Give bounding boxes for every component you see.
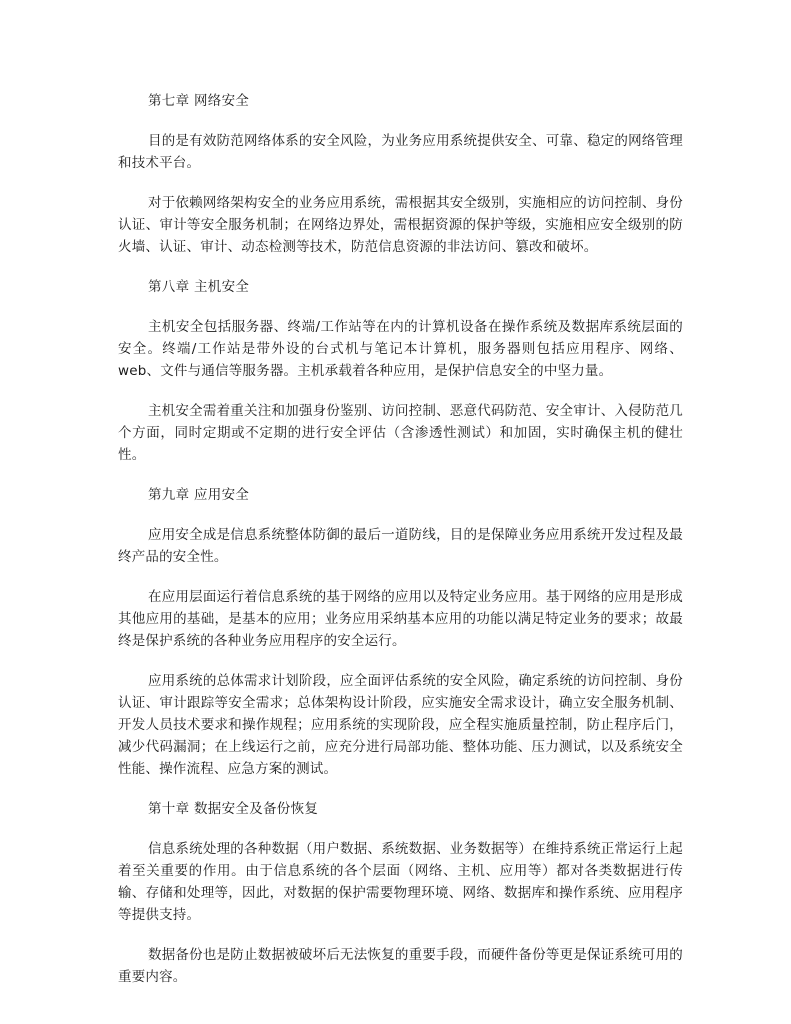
- document-page: [118, 90, 683, 1006]
- chapter-9-paragraph-2: 在应用层面运行着信息系统的基于网络的应用以及特定业务应用。基于网络的应用是形成其他应用的基础，是基本的应用；业务应用采纳基本应用的功能以满足特定业务的要求；故最终是保护系统的各种业务应用程序的安全运行。: [118, 589, 683, 649]
- chapter-9-paragraph-3: 应用系统的总体需求计划阶段，应全面评估系统的安全风险，确定系统的访问控制、身份认证、审计跟踪等安全需求；总体架构设计阶段，应实施安全需求设计，确立安全服务机制、开发人员技术要求和操作规程；应用系统的实现阶段，应全程实施质量控制，防止程序后门，减少代码漏洞；在上线运行之前，应充分进行局部功能、整体功能、压力测试，以及系统安全性能、操作流程、应急方案的测试。: [118, 673, 683, 777]
- chapter-10-paragraph-2: 数据备份也是防止数据被破坏后无法恢复的重要手段，而硬件备份等更是保证系统可用的重要内容。: [118, 947, 683, 985]
- chapter-7-heading: 第七章 网络安全: [148, 93, 250, 109]
- chapter-10-paragraph-1: 信息系统处理的各种数据（用户数据、系统数据、业务数据等）在维持系统正常运行上起着至关重要的作用。由于信息系统的各个层面（网络、主机、应用等）都对各类数据进行传输、存储和处理等，因此，对数据的保护需要物理环境、网络、数据库和操作系统、应用程序等提供支持。: [118, 841, 683, 923]
- chapter-8-paragraph-1: 主机安全包括服务器、终端/工作站等在内的计算机设备在操作系统及数据库系统层面的安全。终端/工作站是带外设的台式机与笔记本计算机，服务器则包括应用程序、网络、web、文件与通信等服务器。主机承载着各种应用，是保护信息安全的中坚力量。: [118, 319, 683, 379]
- chapter-9-paragraph-1: 应用安全成是信息系统整体防御的最后一道防线，目的是保障业务应用系统开发过程及最终产品的安全性。: [118, 527, 683, 565]
- chapter-8-paragraph-2: 主机安全需着重关注和加强身份鉴别、访问控制、恶意代码防范、安全审计、入侵防范几个方面，同时定期或不定期的进行安全评估（含渗透性测试）和加固，实时确保主机的健壮性。: [118, 403, 683, 463]
- chapter-8-heading: 第八章 主机安全: [148, 279, 250, 295]
- chapter-7-paragraph-1: 目的是有效防范网络体系的安全风险，为业务应用系统提供安全、可靠、稳定的网络管理和技术平台。: [118, 133, 683, 171]
- chapter-10-heading: 第十章 数据安全及备份恢复: [148, 801, 319, 817]
- chapter-7-paragraph-2: 对于依赖网络架构安全的业务应用系统，需根据其安全级别，实施相应的访问控制、身份认证、审计等安全服务机制；在网络边界处，需根据资源的保护等级，实施相应安全级别的防火墙、认证、审计、动态检测等技术，防范信息资源的非法访问、篡改和破坏。: [118, 195, 683, 255]
- chapter-9-heading: 第九章 应用安全: [148, 487, 250, 503]
